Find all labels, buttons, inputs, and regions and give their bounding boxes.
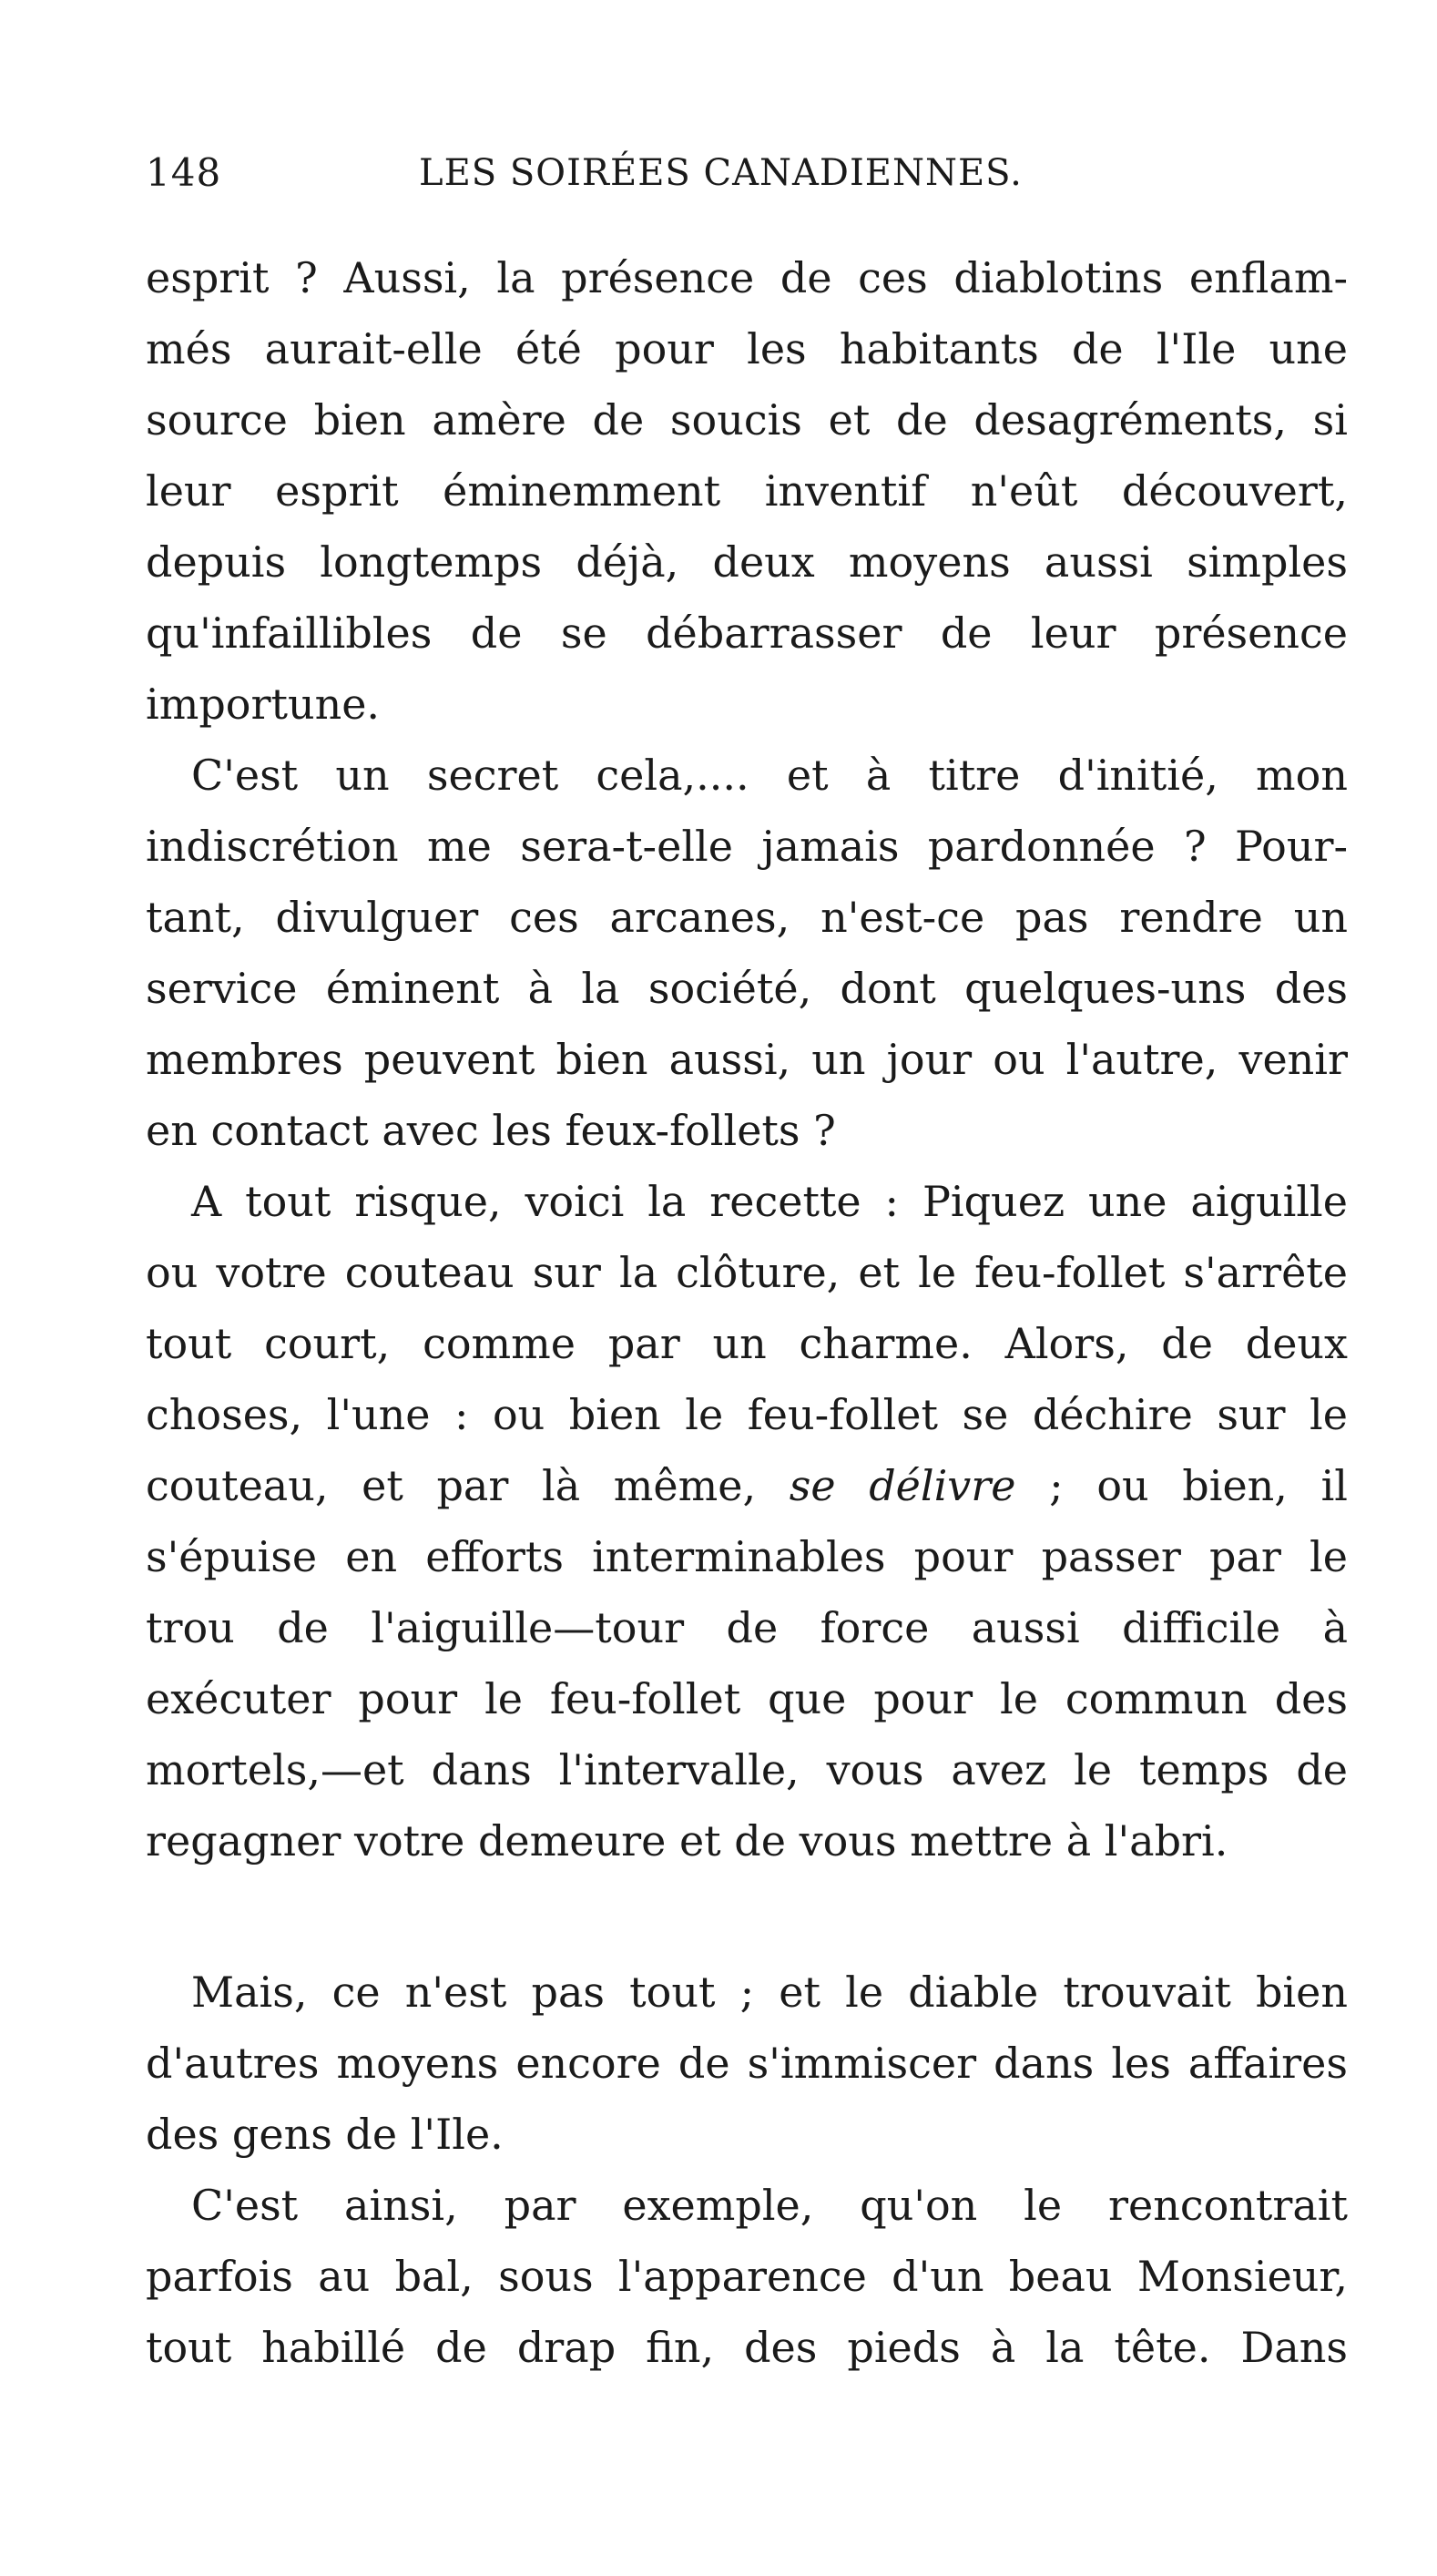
text-line: tant, divulguer ces arcanes, n'est-ce pas rendre un [146, 893, 1348, 942]
text-line: leur esprit éminemment inventif n'eût découvert, [146, 466, 1348, 516]
text-line: mortels,—et dans l'intervalle, vous avez le temps de [146, 1745, 1348, 1794]
text-line: més aurait-elle été pour les habitants de l'Ile une [146, 324, 1348, 373]
text-line: depuis longtemps déjà, deux moyens aussi simples [146, 537, 1348, 587]
running-head: LES SOIRÉES CANADIENNES. [419, 152, 1023, 194]
text-line: en contact avec les feux-follets ? [146, 1106, 836, 1155]
text-line: esprit ? Aussi, la présence de ces diablotins enflam- [146, 253, 1348, 302]
paragraph-2 [146, 740, 1348, 1166]
text-line: choses, l'une : ou bien le feu-follet se déchire sur le [146, 1390, 1348, 1439]
text-line: s'épuise en efforts interminables pour passer par le [146, 1532, 1348, 1581]
section-break [146, 1876, 1348, 1957]
paragraph-1 [146, 242, 1348, 740]
text-line: service éminent à la société, dont quelques-uns des [146, 964, 1348, 1013]
text-line: ou votre couteau sur la clôture, et le feu-follet s'arrête [146, 1248, 1348, 1297]
text-line: importune. [146, 680, 381, 729]
text-line: tout court, comme par un charme. Alors, de deux [146, 1319, 1348, 1368]
text-line: exécuter pour le feu-follet que pour le commun des [146, 1674, 1348, 1723]
text-line: d'autres moyens encore de s'immiscer dans les affaires [146, 2039, 1348, 2088]
text-line: A tout risque, voici la recette : Piquez une aiguille [191, 1177, 1348, 1226]
italic-emphasis: se délivre [789, 1461, 1016, 1510]
paragraph-3 [146, 1166, 1348, 1876]
text-line: qu'infaillibles de se débarrasser de leur présence [146, 608, 1348, 658]
text-line: membres peuvent bien aussi, un jour ou l'autre, venir [146, 1035, 1348, 1084]
text-line: des gens de l'Ile. [146, 2110, 504, 2159]
paragraph-4 [146, 1957, 1348, 2170]
paragraph-5 [146, 2170, 1348, 2383]
text-line: C'est un secret cela,.... et à titre d'initié, mon [191, 751, 1348, 800]
page-header [146, 137, 1348, 210]
text-line-with-italic: couteau, et par là même, se délivre ; ou bien, il [146, 1461, 1348, 1510]
text-line: trou de l'aiguille—tour de force aussi difficile à [146, 1603, 1348, 1652]
page-number: 148 [146, 150, 222, 195]
text-line: C'est ainsi, par exemple, qu'on le rencontrait [191, 2181, 1348, 2230]
text-line: regagner votre demeure et de vous mettre à l'abri. [146, 1816, 1228, 1866]
text-line: indiscrétion me sera-t-elle jamais pardonnée ? Pour- [146, 822, 1348, 871]
text-line: parfois au bal, sous l'apparence d'un beau Monsieur, [146, 2252, 1348, 2301]
body-text [146, 242, 1348, 2383]
text-line: source bien amère de soucis et de desagréments, si [146, 395, 1348, 445]
text-line: Mais, ce n'est pas tout ; et le diable trouvait bien [191, 1968, 1348, 2017]
text-line: tout habillé de drap fin, des pieds à la tête. Dans [146, 2323, 1348, 2372]
